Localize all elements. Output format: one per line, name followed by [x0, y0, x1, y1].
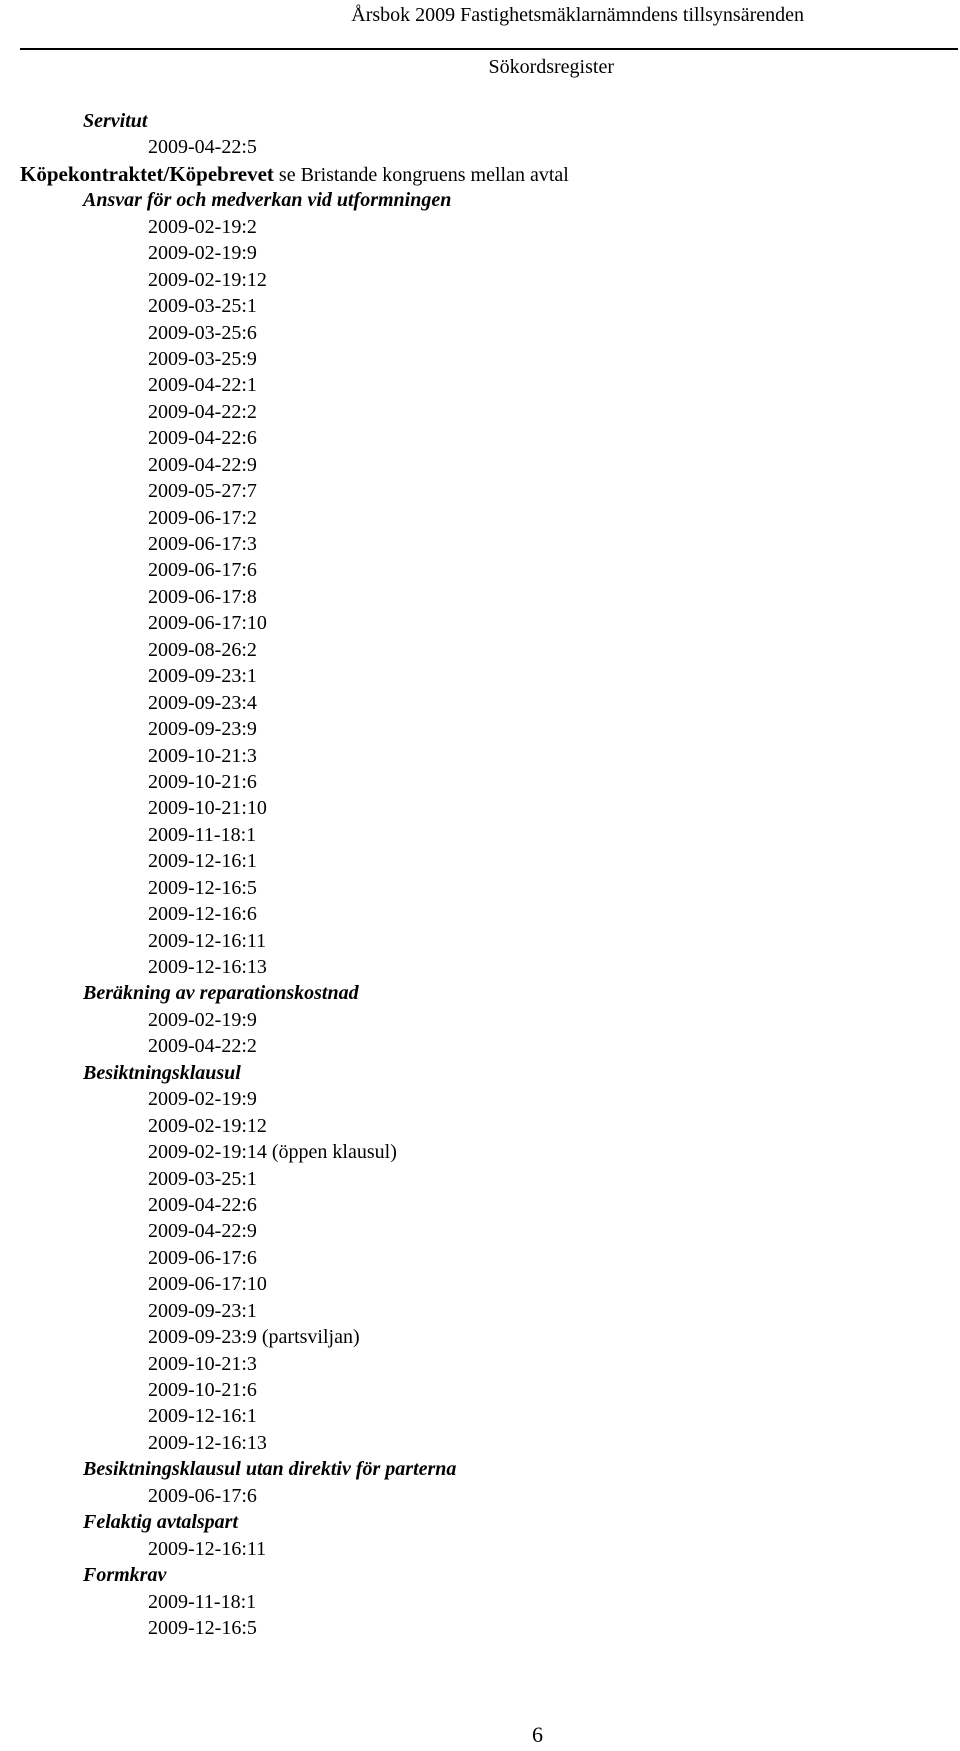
case-reference: 2009-03-25:1 [148, 1167, 257, 1190]
case-reference: 2009-12-16:11 [148, 1537, 267, 1560]
case-reference: 2009-12-16:5 [148, 1616, 257, 1639]
section-title: Sökordsregister [488, 56, 614, 78]
case-reference: 2009-06-17:6 [148, 1246, 257, 1269]
case-reference: 2009-05-27:7 [148, 480, 257, 503]
case-reference: 2009-12-16:6 [148, 903, 257, 926]
case-reference: 2009-10-21:3 [148, 744, 257, 767]
case-reference: 2009-10-21:6 [148, 770, 257, 793]
page-header [0, 0, 960, 110]
case-reference: 2009-09-23:4 [148, 691, 257, 714]
case-reference: 2009-04-22:2 [148, 1035, 257, 1058]
keyword-index [0, 108, 960, 1641]
case-reference: 2009-04-22:9 [148, 453, 257, 476]
index-subentry: Felaktig avtalspart [83, 1511, 238, 1534]
case-reference: 2009-06-17:10 [148, 1273, 267, 1296]
case-reference: 2009-12-16:5 [148, 876, 257, 899]
case-reference: 2009-02-19:12 [148, 268, 267, 291]
case-reference: 2009-02-19:9 [148, 242, 257, 265]
index-subentry: Besiktningsklausul [83, 1061, 241, 1084]
case-reference: 2009-04-22:9 [148, 1220, 257, 1243]
index-entry-term: Köpekontraktet/Köpebrevet [20, 161, 274, 186]
case-reference: 2009-10-21:10 [148, 797, 267, 820]
index-subentry: Formkrav [83, 1564, 167, 1587]
case-reference: 2009-03-25:6 [148, 321, 257, 344]
case-reference: 2009-09-23:1 [148, 665, 257, 688]
case-reference: 2009-06-17:6 [148, 559, 257, 582]
case-reference: 2009-06-17:3 [148, 533, 257, 555]
case-reference: 2009-09-23:9 [148, 718, 257, 741]
case-reference: 2009-02-19:12 [148, 1114, 267, 1137]
index-entry [0, 161, 960, 187]
header-divider [20, 48, 958, 50]
index-entry-see-reference: se Bristande kongruens mellan avtal [278, 163, 569, 186]
case-reference: 2009-06-17:6 [148, 1484, 257, 1507]
page-number: 6 [532, 1722, 543, 1747]
case-reference: 2009-12-16:13 [148, 956, 267, 978]
case-reference: 2009-04-22:1 [148, 374, 257, 397]
case-reference: 2009-06-17:8 [148, 585, 257, 608]
case-reference: 2009-12-16:1 [148, 1405, 257, 1428]
case-reference: 2009-02-19:14 (öppen klausul) [148, 1141, 397, 1164]
index-subentry: Beräkning av reparationskostnad [83, 982, 359, 1005]
case-reference: 2009-03-25:1 [148, 295, 257, 318]
index-subentry: Besiktningsklausul utan direktiv för parterna [83, 1458, 457, 1481]
document-title: Årsbok 2009 Fastighetsmäklarnämndens tillsynsärenden [351, 4, 804, 26]
case-reference: 2009-12-16:1 [148, 850, 257, 873]
case-reference: 2009-10-21:6 [148, 1379, 257, 1401]
case-reference: 2009-04-22:5 [148, 136, 257, 159]
case-reference: 2009-10-21:3 [148, 1352, 257, 1375]
case-reference: 2009-04-22:6 [148, 427, 257, 450]
case-reference: 2009-09-23:1 [148, 1299, 257, 1322]
case-reference: 2009-04-22:2 [148, 400, 257, 423]
case-reference: 2009-02-19:9 [148, 1088, 257, 1111]
case-reference: 2009-03-25:9 [148, 347, 257, 370]
case-reference: 2009-12-16:11 [148, 929, 267, 952]
case-reference: 2009-09-23:9 (partsviljan) [148, 1326, 360, 1349]
case-reference: 2009-12-16:13 [148, 1431, 267, 1454]
case-reference: 2009-06-17:2 [148, 506, 257, 529]
index-subentry: Servitut [83, 110, 148, 132]
index-subentry: Ansvar för och medverkan vid utformningen [83, 189, 452, 212]
case-reference: 2009-04-22:6 [148, 1193, 257, 1216]
case-reference: 2009-08-26:2 [148, 638, 257, 661]
case-reference: 2009-11-18:1 [148, 1590, 257, 1613]
case-reference: 2009-02-19:2 [148, 215, 257, 238]
case-reference: 2009-06-17:10 [148, 612, 267, 635]
case-reference: 2009-11-18:1 [148, 823, 257, 846]
case-reference: 2009-02-19:9 [148, 1008, 257, 1031]
